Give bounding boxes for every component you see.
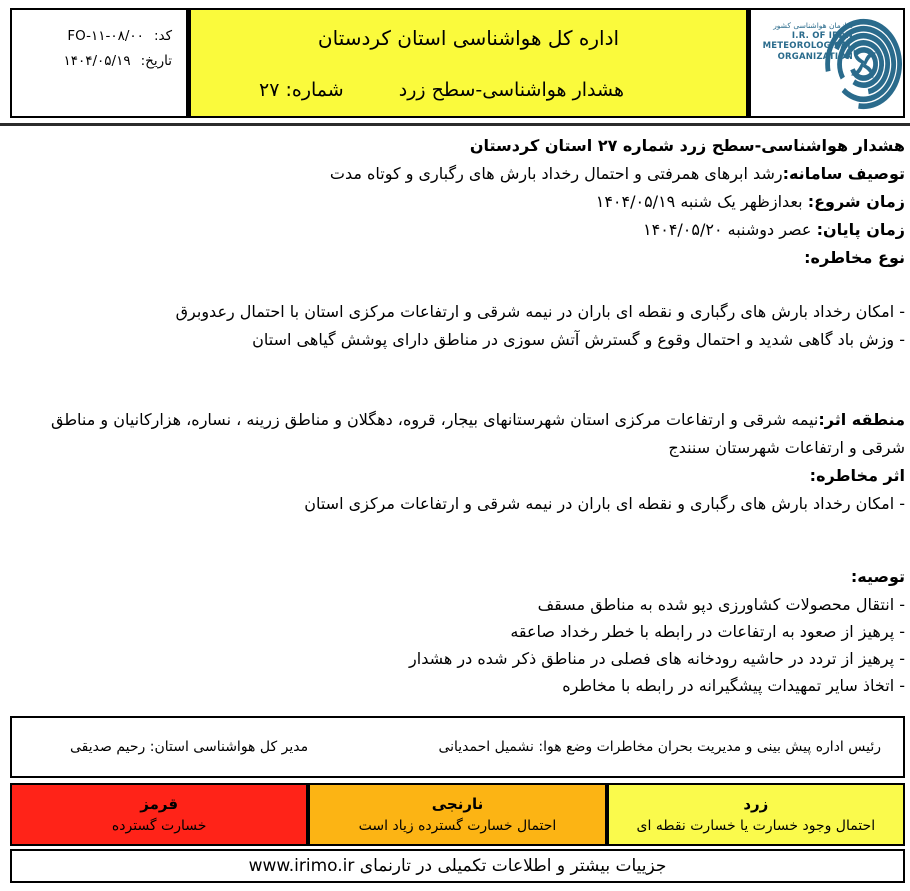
- end-time-label: زمان پایان:: [816, 220, 905, 239]
- header-row: [10, 8, 905, 118]
- warning-number: [259, 79, 344, 101]
- start-time-line: [10, 188, 905, 216]
- signature-box: [10, 716, 905, 778]
- date-value: ۱۴۰۴/۰۵/۱۹: [63, 52, 131, 69]
- logo-caption-fa: سازمان هواشناسی کشور: [773, 21, 853, 30]
- advice-item: - انتقال محصولات کشاورزی دپو شده به مناطق مسقف: [537, 595, 905, 614]
- signature-director-general-name: رحیم صدیقی: [70, 739, 150, 755]
- code-value: FO-۱۱-۰۸/۰۰: [67, 28, 144, 44]
- advice-item: - پرهیز از تردد در حاشیه رودخانه های فصلی در مناطق ذکر شده در هشدار: [409, 649, 905, 668]
- logo-box: [749, 8, 905, 118]
- severity-desc-red: خسارت گسترده: [111, 818, 207, 834]
- advice-item: - اتخاذ سایر تمهیدات پیشگیرانه در رابطه با مخاطره: [562, 676, 905, 695]
- footer-text: جزییات بیشتر و اطلاعات تکمیلی در تارنمای www.irimo.ir: [248, 856, 667, 876]
- logo-caption-en-2: METEOROLOGICAL: [762, 41, 853, 52]
- end-time-line: [10, 216, 905, 244]
- hazard-item: - امکان رخداد بارش های رگباری و نقطه ای باران در نیمه شرقی و ارتفاعات مرکزی استان با احتمال رعدوبرق: [175, 302, 905, 321]
- logo-caption-en-3: ORGANIZATION: [777, 52, 853, 63]
- code-date-box: [10, 8, 188, 118]
- warning-body: [10, 132, 905, 704]
- system-description-line: [10, 160, 905, 188]
- severity-name-yellow: زرد: [743, 795, 769, 813]
- code-row: [20, 24, 172, 49]
- severity-name-orange: نارنجی: [431, 795, 484, 813]
- severity-scale-row: [10, 783, 905, 846]
- severity-box-yellow: [607, 783, 905, 846]
- end-time-text: عصر دوشنبه ۱۴۰۴/۰۵/۲۰: [643, 220, 817, 239]
- hazard-effect-item: - امکان رخداد بارش های رگباری و نقطه ای باران در نیمه شرقی و ارتفاعات مرکزی استان: [304, 494, 905, 513]
- signature-director-general: [70, 739, 308, 755]
- warning-headline: هشدار هواشناسی-سطح زرد شماره ۲۷ استان کردستان: [469, 136, 905, 155]
- severity-name-red: قرمز: [140, 795, 179, 813]
- hazard-type-heading: نوع مخاطره:: [804, 248, 905, 267]
- date-row: [20, 49, 172, 74]
- affected-area-label: منطقه اثر:: [818, 410, 905, 429]
- affected-area-line: [10, 406, 905, 462]
- affected-area-text: نیمه شرقی و ارتفاعات مرکزی استان شهرستانهای بیجار، قروه، دهگلان و مناطق زرینه ، نساره، هزارکانیان و مناطق شرقی و ارتفاعات شهرستان سنندج: [50, 410, 905, 457]
- logo-caption-en-1: I.R. OF IRAN: [791, 30, 853, 41]
- logo-caption: [755, 21, 853, 63]
- warning-number-label: شماره:: [285, 79, 344, 101]
- header-title-box: [188, 8, 749, 118]
- footer-bar: [10, 849, 905, 883]
- hazard-item: - وزش باد گاهی شدید و احتمال وقوع و گسترش آتش سوزی در مناطق دارای پوشش گیاهی استان: [252, 330, 905, 349]
- signature-forecast-chief: [438, 739, 881, 755]
- start-time-text: بعدازظهر یک شنبه ۱۴۰۴/۰۵/۱۹: [595, 192, 808, 211]
- org-title: اداره کل هواشناسی استان کردستان: [317, 26, 620, 50]
- header-divider: [0, 123, 910, 126]
- system-description-text: رشد ابرهای همرفتی و احتمال رخداد بارش های رگباری و کوتاه مدت: [329, 164, 783, 183]
- severity-desc-yellow: احتمال وجود خسارت یا خسارت نقطه ای: [636, 818, 876, 834]
- severity-box-orange: [308, 783, 606, 846]
- system-description-label: توصیف سامانه:: [782, 164, 905, 183]
- signature-director-general-label: مدیر کل هواشناسی استان:: [149, 739, 309, 755]
- start-time-label: زمان شروع:: [807, 192, 905, 211]
- hazard-effect-heading: اثر مخاطره:: [809, 466, 905, 485]
- warning-level-title: هشدار هواشناسی-سطح زرد: [398, 79, 624, 101]
- advice-heading: توصیه:: [850, 567, 905, 586]
- signature-forecast-chief-name: نشمیل احمدیانی: [438, 739, 539, 755]
- advice-item: - پرهیز از صعود به ارتفاعات در رابطه با خطر رخداد صاعقه: [510, 622, 905, 641]
- severity-box-red: [10, 783, 308, 846]
- date-label: تاریخ:: [140, 52, 172, 69]
- warning-number-value: ۲۷: [259, 79, 280, 101]
- severity-desc-orange: احتمال خسارت گسترده زیاد است: [358, 818, 557, 834]
- signature-forecast-chief-label: رئیس اداره پیش بینی و مدیریت بحران مخاطرات وضع هوا:: [538, 739, 881, 755]
- code-label: کد:: [153, 28, 172, 44]
